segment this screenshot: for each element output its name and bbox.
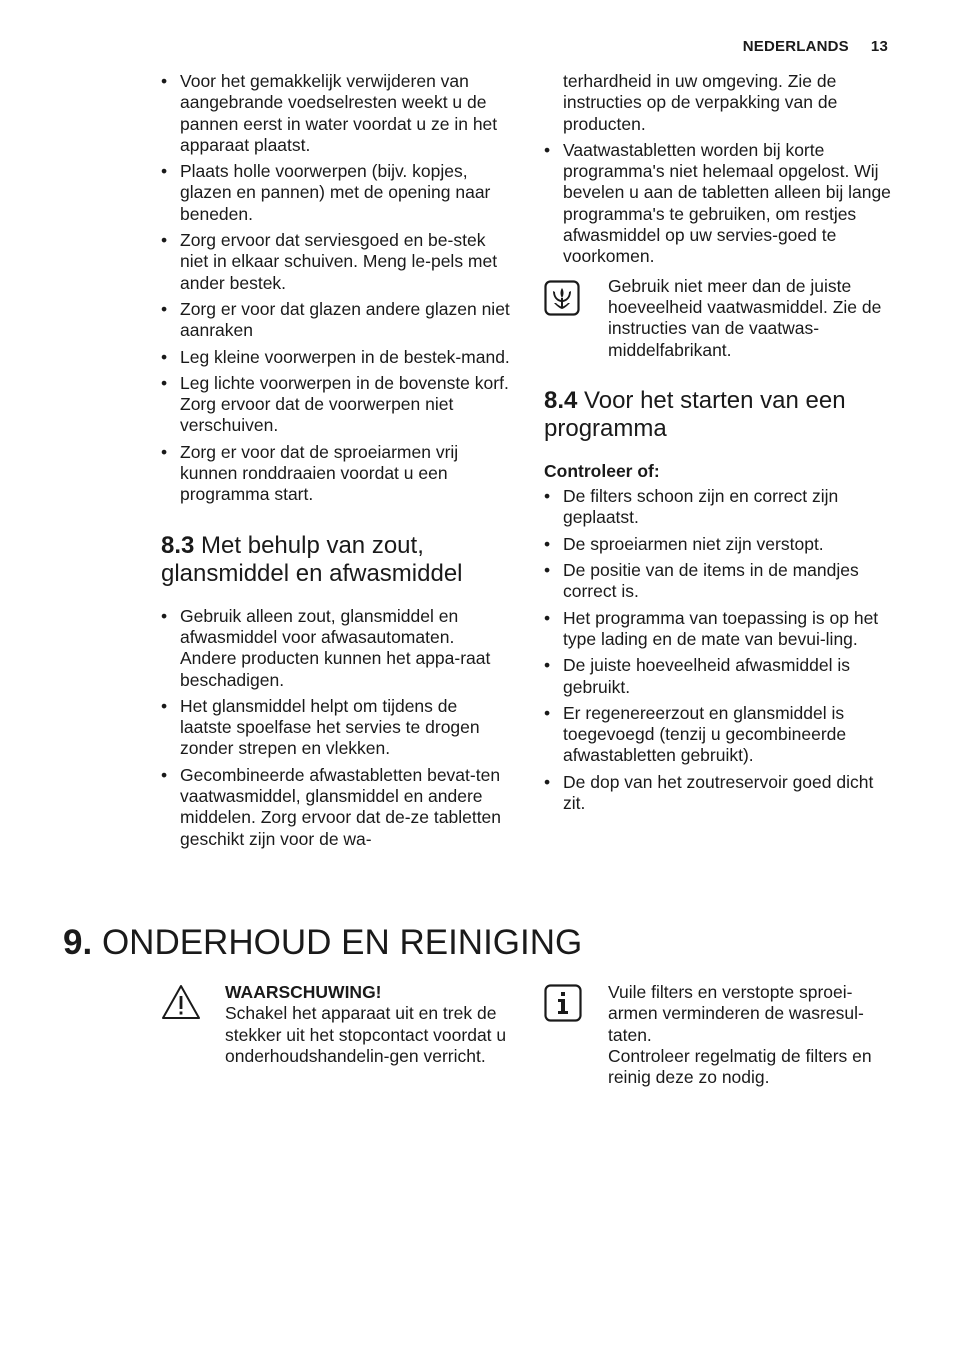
section-8-4-heading (544, 387, 894, 443)
list-item: • Vaatwastabletten worden bij korte programma's niet helemaal opgelost. Wij bevelen u aan de tabletten alleen bij lange programma's te gebruiken, om restjes afwasmiddel op uw servies-goed te voorkomen. (544, 140, 894, 268)
section-8-3-heading (161, 532, 513, 588)
info-text-line2: Controleer regelmatig de filters en reinig deze zo nodig. (608, 1045, 872, 1088)
info-note (544, 982, 894, 1088)
detergent-list (161, 606, 513, 850)
checklist-subheading: Controleer of: (544, 460, 660, 481)
list-item: • De filters schoon zijn en correct zijn geplaatst. (544, 486, 894, 529)
start-checklist (544, 486, 894, 814)
list-item: • Het glansmiddel helpt om tijdens de laatste spoelfase het servies te drogen zonder strepen en vlekken. (161, 696, 513, 760)
page-number: 13 (870, 38, 888, 55)
list-item: • Leg lichte voorwerpen in de bovenste korf. Zorg ervoor dat de voorwerpen niet verschuiven. (161, 373, 513, 437)
info-icon (544, 984, 582, 1022)
chapter-9-heading (63, 918, 582, 968)
care-tips-list (161, 71, 513, 506)
list-item: • Leg kleine voorwerpen in de bestek-mand. (161, 347, 513, 368)
section-title: Met behulp van zout, glansmiddel en afwasmiddel (161, 531, 463, 587)
warning-note (161, 982, 513, 1067)
chapter-title: ONDERHOUD EN REINIGING (101, 923, 583, 962)
warning-triangle-icon (161, 984, 201, 1020)
list-item: • Gebruik alleen zout, glansmiddel en afwasmiddel voor afwasautomaten. Andere producten kunnen het appa-raat beschadigen. (161, 606, 513, 691)
warning-title: WAARSCHUWING! (225, 982, 382, 1002)
list-item: • De sproeiarmen niet zijn verstopt. (544, 534, 894, 555)
list-item: • Voor het gemakkelijk verwijderen van aangebrande voedselresten weekt u de pannen eerst in water voordat u ze in het apparaat plaatst. (161, 71, 513, 156)
list-item: • Zorg er voor dat de sproeiarmen vrij kunnen ronddraaien voordat u een programma start. (161, 442, 513, 506)
list-item: • Het programma van toepassing is op het type lading en de mate van bevui-ling. (544, 608, 894, 651)
continued-text: terhardheid in uw omgeving. Zie de instructies op de verpakking van de producten. (563, 71, 838, 134)
environment-note (544, 276, 894, 361)
environment-icon (544, 280, 580, 316)
list-item: • Gecombineerde afwastabletten bevat-ten vaatwasmiddel, glansmiddel en andere middelen. Zorg ervoor dat de-ze tabletten geschikt zijn voor de wa- (161, 765, 513, 850)
page-header (743, 38, 888, 55)
environment-note-text: Gebruik niet meer dan de juiste hoeveelheid vaatwasmiddel. Zie de instructies van de vaatwas-middelfabrikant. (608, 275, 882, 360)
list-item: • De dop van het zoutreservoir goed dicht zit. (544, 772, 894, 815)
list-item: • De positie van de items in de mandjes correct is. (544, 560, 894, 603)
section-number: 8.3 (161, 531, 195, 559)
header-language: NEDERLANDS (742, 38, 849, 55)
list-item: • Zorg er voor dat glazen andere glazen niet aanraken (161, 299, 513, 342)
warning-text: Schakel het apparaat uit en trek de stekker uit het stopcontact voordat u onderhoudshandelin-gen verricht. (225, 1003, 507, 1066)
section-title: Voor het starten van een programma (544, 386, 846, 442)
list-item: • De juiste hoeveelheid afwasmiddel is gebruikt. (544, 655, 894, 698)
section-number: 8.4 (544, 386, 578, 414)
list-item: • Zorg ervoor dat serviesgoed en be-stek niet in elkaar schuiven. Meng le-pels met ander bestek. (161, 230, 513, 294)
list-item: • Er regenereerzout en glansmiddel is toegevoegd (tenzij u gecombineerde afwastabletten gebruikt). (544, 703, 894, 767)
chapter-number: 9. (63, 923, 93, 962)
left-column (161, 71, 513, 855)
tablets-list (544, 140, 894, 268)
list-item: • Plaats holle voorwerpen (bijv. kopjes, glazen en pannen) met de opening naar beneden. (161, 161, 513, 225)
right-column (544, 71, 894, 819)
info-text-line1: Vuile filters en verstopte sproei-armen verminderen de wasresul-taten. (608, 982, 864, 1045)
